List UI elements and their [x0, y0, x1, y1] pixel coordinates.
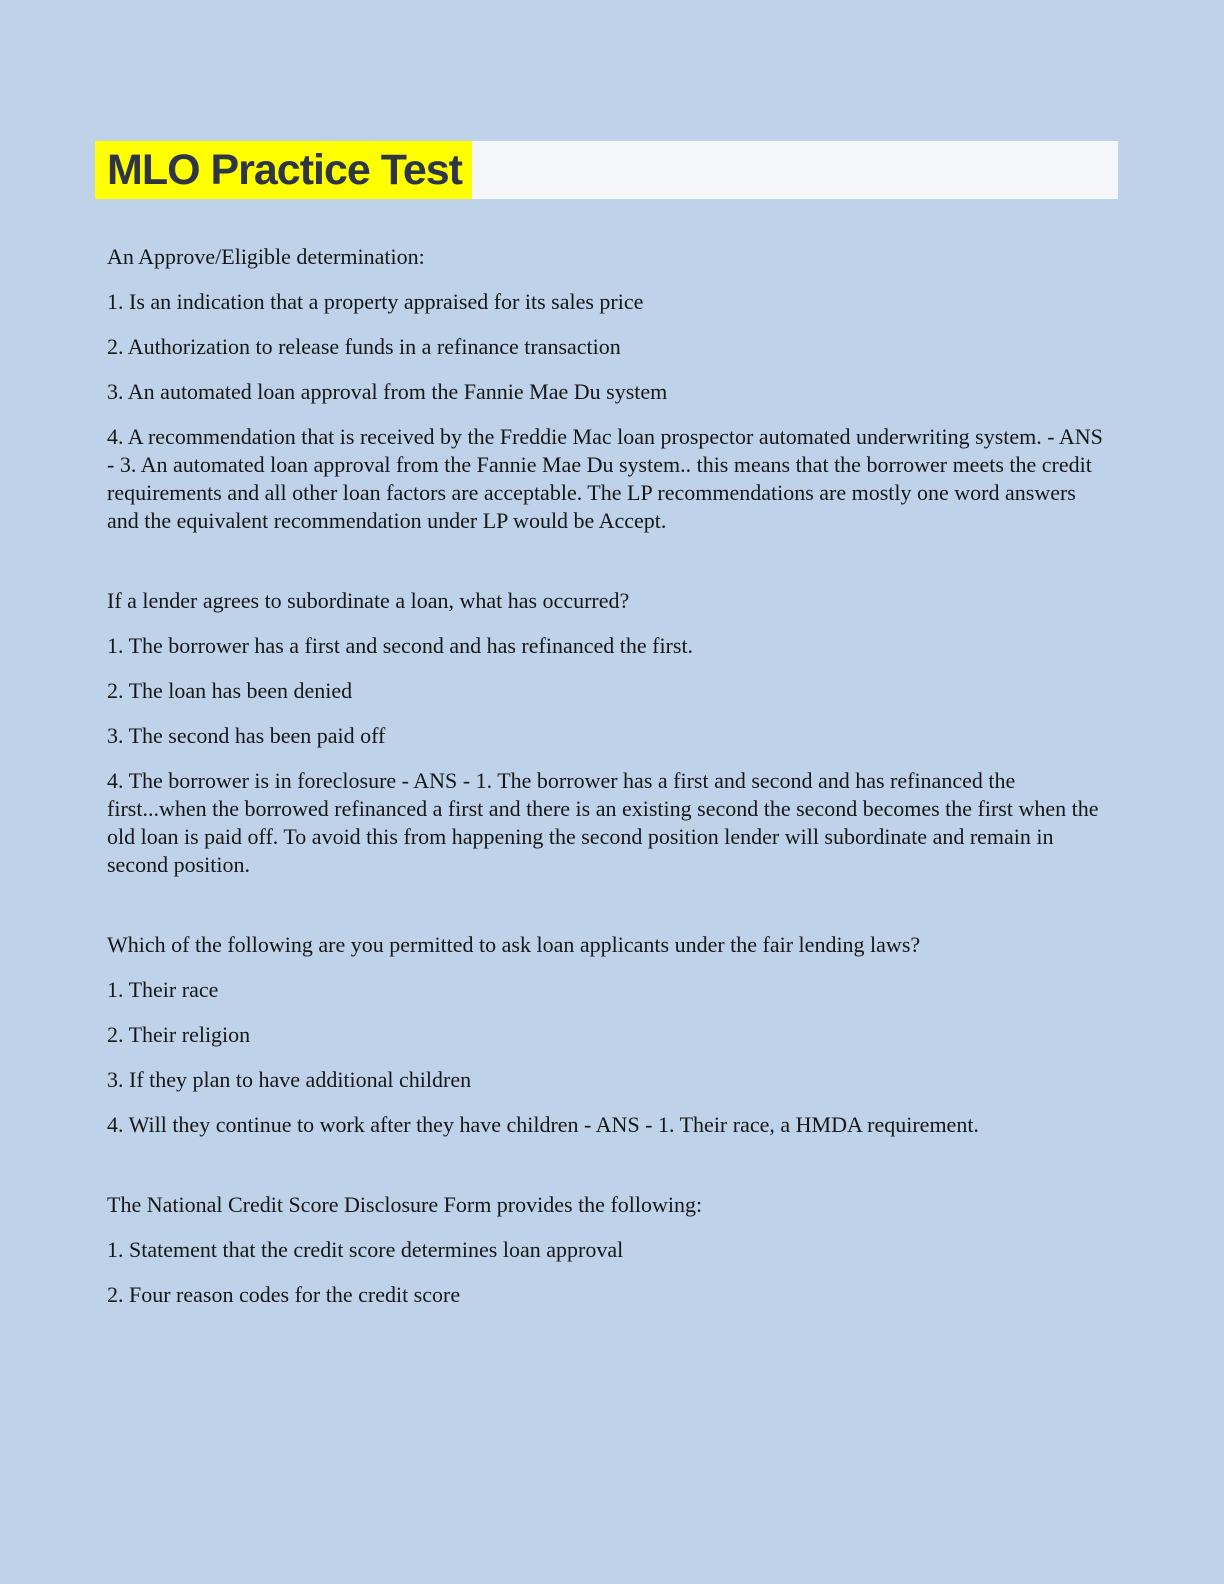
answer-option: 2. Their religion [107, 1022, 251, 1047]
answer-option: 1. Is an indication that a property appraised for its sales price [107, 289, 644, 314]
page-title: MLO Practice Test [95, 141, 472, 199]
answer-option: 3. If they plan to have additional children [107, 1067, 472, 1092]
question-prompt: An Approve/Eligible determination: [107, 244, 425, 269]
answer-option: 3. The second has been paid off [107, 723, 386, 748]
document-content [107, 243, 1107, 1326]
question-block [107, 931, 1107, 1139]
answer-option: 2. Authorization to release funds in a refinance transaction [107, 334, 621, 359]
question-prompt: Which of the following are you permitted to ask loan applicants under the fair lending laws? [107, 932, 921, 957]
answer-option: 1. The borrower has a first and second and has refinanced the first. [107, 633, 694, 658]
answer-option: 4. A recommendation that is received by the Freddie Mac loan prospector automated underwriting system. - ANS - 3. An automated loan approval from the Fannie Mae Du system.. this means that the borrower meets the credit requirements and all other loan factors are acceptable. The LP recommendations are mostly one word answers and the equivalent recommendation under LP would be Accept. [107, 424, 1103, 533]
answer-option: 4. Will they continue to work after they have children - ANS - 1. Their race, a HMDA requirement. [107, 1112, 979, 1137]
answer-option: 2. Four reason codes for the credit score [107, 1282, 461, 1307]
question-prompt: The National Credit Score Disclosure Form provides the following: [107, 1192, 703, 1217]
answer-option: 4. The borrower is in foreclosure - ANS - 1. The borrower has a first and second and has refinanced the first...when the borrowed refinanced a first and there is an existing second the second becomes the first when the old loan is paid off. To avoid this from happening the second position lender will subordinate and remain in second position. [107, 768, 1099, 877]
question-block [107, 1191, 1107, 1309]
question-block [107, 243, 1107, 535]
question-block [107, 587, 1107, 879]
answer-option: 1. Their race [107, 977, 219, 1002]
answer-option: 1. Statement that the credit score determines loan approval [107, 1237, 624, 1262]
answer-option: 2. The loan has been denied [107, 678, 353, 703]
title-bar [95, 141, 1118, 199]
question-prompt: If a lender agrees to subordinate a loan, what has occurred? [107, 588, 630, 613]
answer-option: 3. An automated loan approval from the Fannie Mae Du system [107, 379, 668, 404]
